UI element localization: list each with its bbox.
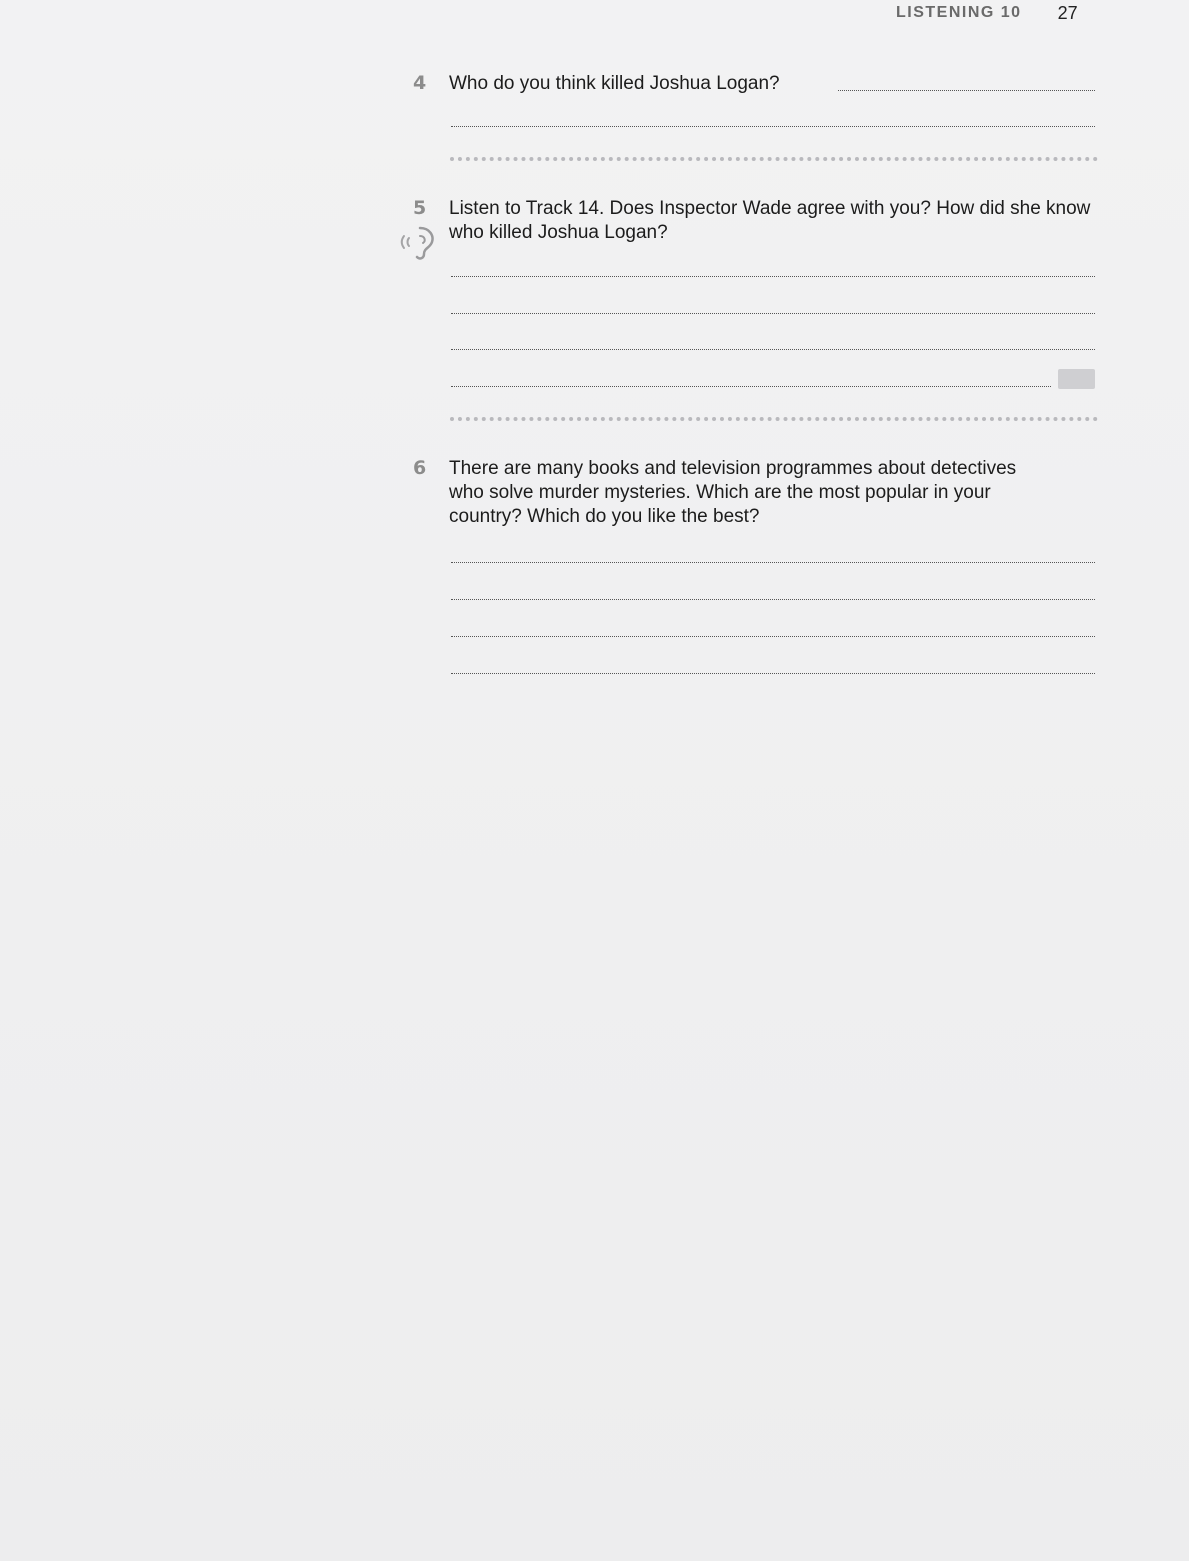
answer-line[interactable] bbox=[451, 673, 1095, 674]
question-4-number: 4 bbox=[413, 72, 427, 94]
question-4-text: Who do you think killed Joshua Logan? bbox=[449, 73, 780, 94]
answer-line[interactable] bbox=[451, 636, 1095, 637]
page-header bbox=[896, 2, 1078, 24]
answer-line[interactable] bbox=[838, 90, 1095, 91]
answer-line[interactable] bbox=[451, 599, 1095, 600]
answer-line[interactable] bbox=[451, 349, 1095, 350]
question-6-text: There are many books and television programmes about detectives who solve murder mysteries. Which are the most popular in your country? Which do you like the best? bbox=[449, 458, 1017, 527]
question-5-number: 5 bbox=[413, 197, 427, 219]
answer-line[interactable] bbox=[451, 386, 1051, 387]
question-6-number: 6 bbox=[413, 457, 427, 479]
answer-line[interactable] bbox=[451, 562, 1095, 563]
ear-icon bbox=[396, 222, 440, 262]
section-title: LISTENING 10 bbox=[896, 4, 1022, 21]
section-divider bbox=[450, 157, 1098, 161]
section-divider bbox=[450, 417, 1098, 421]
answer-line[interactable] bbox=[451, 126, 1095, 127]
page-number: 27 bbox=[1057, 2, 1078, 23]
answer-line[interactable] bbox=[451, 313, 1095, 314]
page-tab-marker bbox=[1058, 369, 1095, 389]
question-5-text: Listen to Track 14. Does Inspector Wade agree with you? How did she know who killed Joshua Logan? bbox=[449, 198, 1091, 243]
answer-line[interactable] bbox=[451, 276, 1095, 277]
